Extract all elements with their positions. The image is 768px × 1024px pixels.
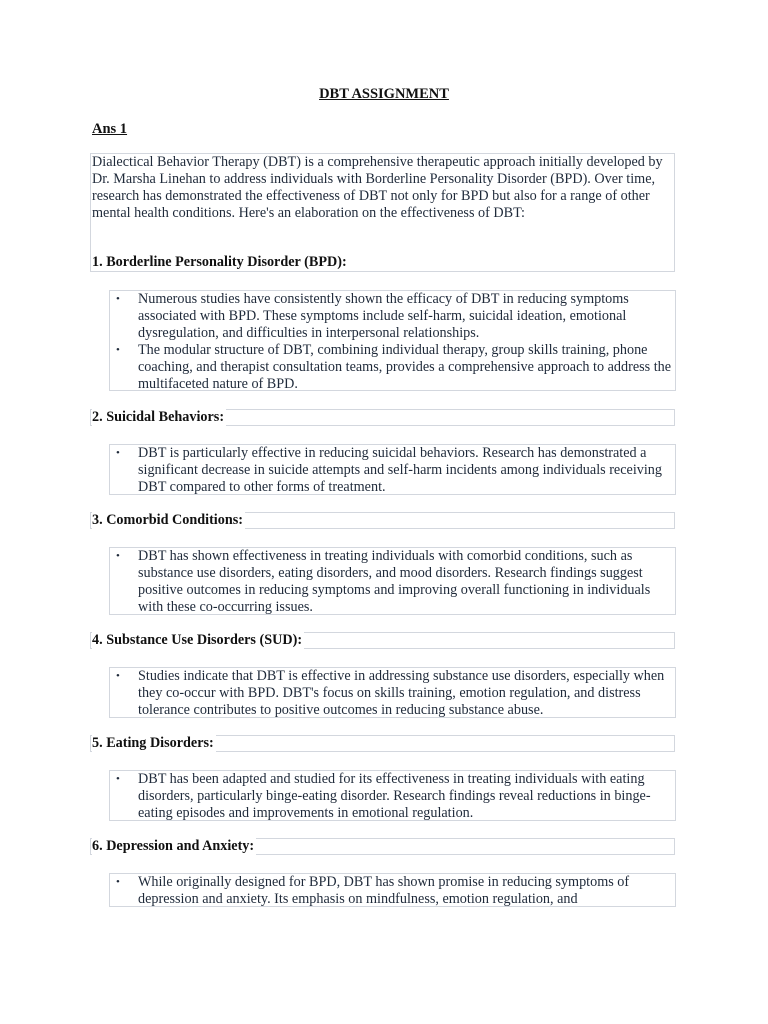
list-item-text: The modular structure of DBT, combining individual therapy, group skills training, phone coaching, and therapist consultation teams, provides a comprehensive approach to address the multifaceted nature of BPD. — [138, 342, 672, 392]
bullet-icon: • — [116, 670, 120, 682]
section-heading-box-suicidal — [90, 409, 675, 426]
section-list-bpd — [109, 290, 676, 391]
list-item-text: Studies indicate that DBT is effective in addressing substance use disorders, especially when they co-occur with BPD. DBT's focus on skills training, emotion regulation, and distress tolerance contributes to positive outcomes in reducing substance abuse. — [138, 668, 665, 718]
bullet-icon: • — [116, 293, 120, 305]
section-heading-box-comorbid — [90, 512, 675, 529]
list-item-text: Numerous studies have consistently shown the efficacy of DBT in reducing symptoms associated with BPD. These symptoms include self-harm, suicidal ideation, emotional dysregulation, and difficulties in interpersonal relationships. — [138, 291, 629, 341]
document-title: DBT ASSIGNMENT — [319, 86, 449, 102]
section-heading-box-sud — [90, 632, 675, 649]
section-heading-box-depression — [90, 838, 675, 855]
section-list-comorbid — [109, 547, 676, 615]
list-item-text: DBT has been adapted and studied for its effectiveness in treating individuals with eating disorders, particularly binge-eating disorder. Research findings reveal reductions in binge-eating episodes and improvements in emotional regulation. — [138, 771, 651, 821]
list-item — [110, 668, 675, 719]
section-list-suicidal — [109, 444, 676, 495]
list-item — [110, 445, 675, 496]
bullet-icon: • — [116, 773, 120, 785]
bullet-icon: • — [116, 447, 120, 459]
intro-box — [90, 153, 675, 272]
section-list-depression — [109, 873, 676, 907]
list-item — [110, 291, 675, 342]
section-heading-comorbid: 3. Comorbid Conditions: — [92, 512, 243, 528]
section-heading-bpd: 1. Borderline Personality Disorder (BPD): — [92, 254, 347, 270]
list-item — [110, 874, 675, 907]
list-item-text: While originally designed for BPD, DBT has shown promise in reducing symptoms of depression and anxiety. Its emphasis on mindfulness, emotion regulation, and — [138, 874, 630, 907]
section-heading-suicidal: 2. Suicidal Behaviors: — [92, 409, 225, 425]
list-item — [110, 548, 675, 616]
section-heading-depression: 6. Depression and Anxiety: — [92, 838, 255, 854]
bullet-icon: • — [116, 550, 120, 562]
list-item-text: DBT is particularly effective in reducing suicidal behaviors. Research has demonstrated a significant decrease in suicide attempts and self-harm incidents among individuals receiving DBT compared to other forms of treatment. — [138, 445, 662, 495]
bullet-icon: • — [116, 876, 120, 888]
list-item — [110, 771, 675, 822]
list-item — [110, 342, 675, 393]
section-heading-eating: 5. Eating Disorders: — [92, 735, 214, 751]
list-item-text: DBT has shown effectiveness in treating individuals with comorbid conditions, such as substance use disorders, eating disorders, and mood disorders. Research findings suggest positive outcomes in reducing symptoms and improving overall functioning in individuals with these co-occurring issues. — [138, 548, 651, 615]
section-list-sud — [109, 667, 676, 718]
bullet-icon: • — [116, 344, 120, 356]
section-heading-sud: 4. Substance Use Disorders (SUD): — [92, 632, 303, 648]
answer-label: Ans 1 — [92, 121, 128, 137]
intro-paragraph: Dialectical Behavior Therapy (DBT) is a comprehensive therapeutic approach initially developed by Dr. Marsha Linehan to address individuals with Borderline Personality Disorder (BPD). Over time, research has demonstrated the effectiveness of DBT not only for BPD but also for a range of other mental health conditions. Here's an elaboration on the effectiveness of DBT: — [92, 154, 663, 221]
section-heading-box-eating — [90, 735, 675, 752]
section-list-eating — [109, 770, 676, 821]
